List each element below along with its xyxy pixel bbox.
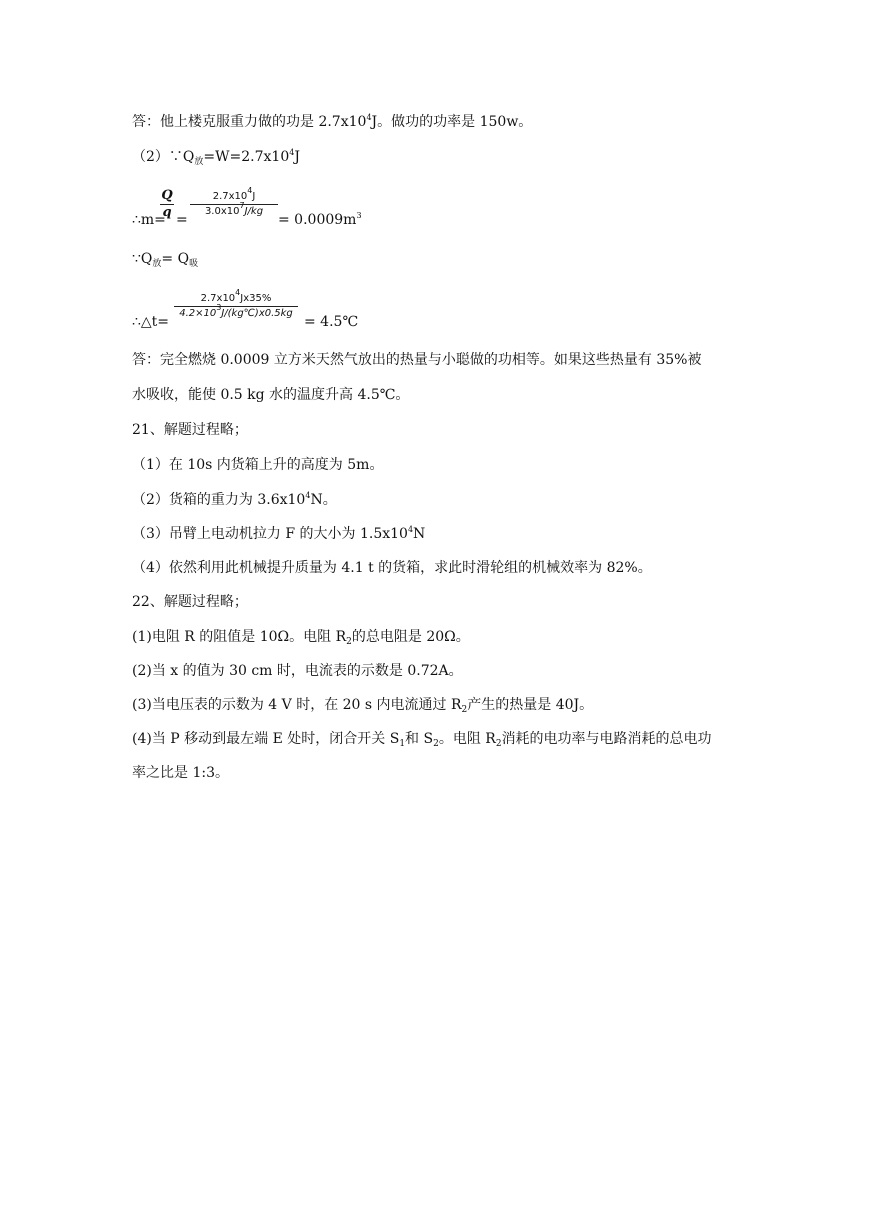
text-segment: 产生的热量是 40J。	[467, 697, 594, 713]
text-segment: J/kg	[244, 206, 264, 217]
superscript: 4	[289, 148, 295, 157]
q22-answer-2: (2)当 x 的值为 30 cm 时，电流表的示数是 0.72A。	[132, 663, 463, 679]
text-segment: N	[413, 526, 426, 542]
subscript: 放	[194, 157, 204, 167]
text-segment: (4)当 P 移动到最左端 E 处时，闭合开关 S	[132, 731, 400, 747]
heat-equal-line	[132, 249, 198, 269]
superscript: 7	[239, 201, 245, 210]
text-segment: 。电阻 R	[438, 731, 496, 747]
mass-value-fraction	[190, 186, 278, 219]
superscript: 4	[407, 525, 414, 534]
fraction-denominator: q	[162, 205, 172, 220]
fraction-denominator	[174, 303, 298, 321]
text-segment: （2）货箱的重力为 3.6x10	[132, 492, 306, 508]
text-segment: ∵Q	[132, 251, 153, 267]
fraction-numerator	[190, 186, 278, 204]
mass-result	[278, 212, 362, 228]
q21-answer-3	[132, 524, 425, 544]
q22-answer-3	[132, 695, 593, 715]
superscript: 4	[247, 186, 253, 195]
superscript: 3	[356, 211, 362, 220]
answer-line-work-power	[132, 112, 532, 132]
text-segment: = Q	[161, 251, 190, 267]
text-segment: J	[252, 191, 256, 202]
text-segment: （3）吊臂上电动机拉力 F 的大小为 1.5x10	[132, 526, 408, 542]
q21-answer-1: （1）在 10s 内货箱上升的高度为 5m。	[132, 457, 384, 473]
text-segment: 的总电阻是 20Ω。	[351, 629, 470, 645]
equals-sign: =	[176, 212, 188, 228]
mass-label: ∴m=	[132, 212, 166, 228]
temperature-formula	[132, 288, 532, 336]
text-segment: = 0.0009m	[278, 212, 357, 228]
text-segment: x0.5kg	[258, 308, 293, 319]
subscript: 2	[461, 705, 468, 715]
subscript: 2	[495, 739, 502, 749]
text-segment: 和 S	[405, 731, 434, 747]
text-segment: 3.0x10	[204, 206, 240, 217]
question-21-heading: 21、解题过程略；	[132, 422, 248, 438]
subscript: 2	[346, 637, 352, 647]
mass-formula	[132, 186, 532, 234]
question-22-heading: 22、解题过程略；	[132, 594, 248, 610]
superscript: 4	[235, 288, 241, 297]
answer-line-gas: 答：完全燃烧 0.0009 立方米天然气放出的热量与小聪做的功相等。如果这些热量有 35%被	[132, 352, 702, 368]
step-2-line	[132, 147, 300, 167]
fraction-denominator	[190, 201, 278, 219]
q22-answer-4	[132, 729, 712, 749]
q22-answer-1	[132, 627, 470, 647]
subscript: 放	[152, 259, 162, 269]
text-segment: Jx35%	[240, 293, 272, 304]
subscript: 1	[399, 739, 406, 749]
superscript: 3	[216, 303, 222, 312]
text-segment: J。做功的功率是 150w。	[371, 114, 533, 130]
fraction-numerator: Q	[161, 188, 173, 203]
subscript: 2	[433, 739, 439, 749]
answer-line-water: 水吸收，能使 0.5 kg 水的温度升高 4.5℃。	[132, 387, 410, 403]
text-segment: (1)电阻 R 的阻值是 10Ω。电阻 R	[132, 629, 347, 645]
text-segment: J	[294, 149, 300, 165]
text-segment: 答：他上楼克服重力做的功是 2.7x10	[132, 114, 367, 130]
fraction-numerator	[174, 288, 298, 306]
text-segment: (3)当电压表的示数为 4 V 时，在 20 s 内电流通过 R	[132, 697, 462, 713]
text-segment: （2）∵Q	[132, 149, 195, 165]
text-segment: J/(kg℃)	[221, 308, 259, 319]
text-segment: 2.7x10	[200, 293, 236, 304]
text-segment: 2.7x10	[212, 191, 248, 202]
q21-answer-2	[132, 490, 337, 510]
q21-answer-4: （4）依然利用此机械提升质量为 4.1 t 的货箱，求此时滑轮组的机械效率为 82%。	[132, 560, 652, 576]
subscript: 吸	[189, 259, 199, 269]
superscript: 4	[305, 491, 311, 500]
superscript: 4	[366, 113, 372, 122]
text-segment: N。	[310, 492, 337, 508]
temperature-result: = 4.5℃	[304, 314, 359, 330]
q22-answer-4-continued: 率之比是 1:3。	[132, 765, 229, 781]
temperature-fraction	[174, 288, 298, 321]
text-segment: 4.2×10	[179, 308, 217, 319]
q-over-q-fraction	[160, 188, 174, 221]
text-segment: =W=2.7x10	[203, 149, 290, 165]
text-segment: 消耗的电功率与电路消耗的总电功	[501, 731, 712, 747]
delta-t-label: ∴△t=	[132, 314, 170, 330]
